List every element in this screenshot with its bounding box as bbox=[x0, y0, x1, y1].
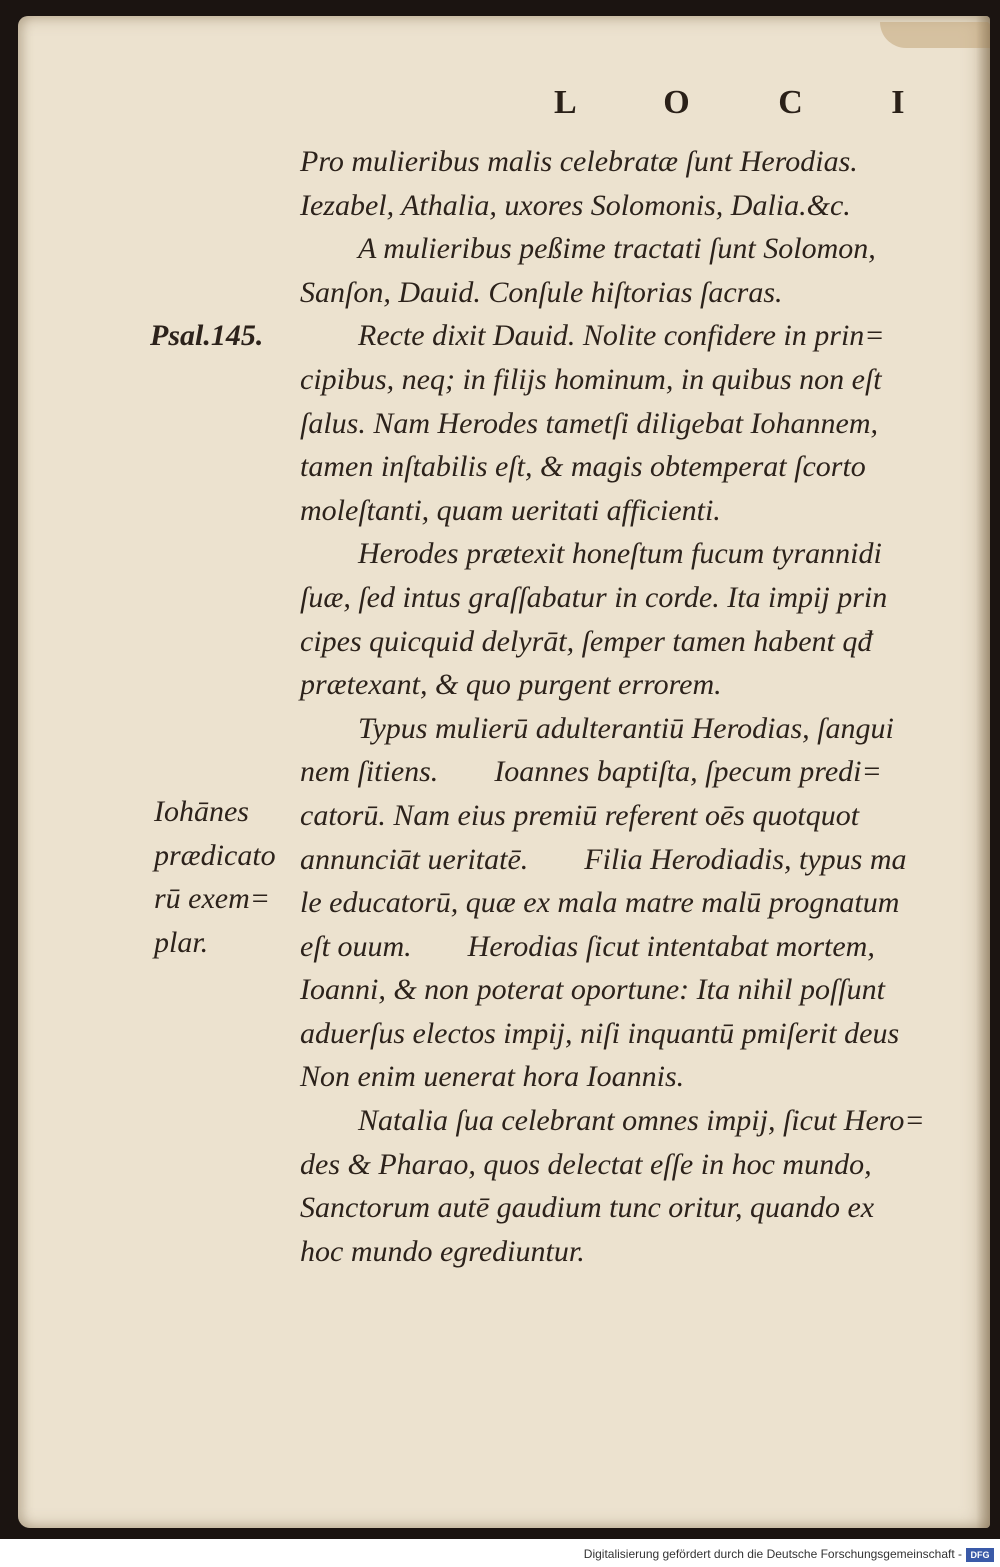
text-line: cipibus, neq; in filijs hominum, in quibus non eſt bbox=[300, 362, 882, 396]
page-stain bbox=[880, 22, 990, 48]
text-segment: Filia Herodiadis, typus ma bbox=[584, 842, 907, 876]
text-line bbox=[300, 838, 960, 882]
text-line bbox=[300, 750, 960, 794]
text-segment: Ioannes baptiſta, ſpecum predi= bbox=[494, 755, 882, 789]
text-line: Sanſon, Dauid. Conſule hiſtorias ſacras. bbox=[300, 275, 783, 309]
margin-note-line: Iohānes bbox=[154, 795, 249, 828]
text-segment: Herodias ſicut intentabat mortem, bbox=[467, 929, 875, 963]
text-line: Typus mulierū adulterantiū Herodias, ſangui bbox=[358, 711, 894, 745]
text-line: ſalus. Nam Herodes tametſi diligebat Iohannem, bbox=[300, 406, 878, 440]
text-line: ſuæ, ſed intus graſſabatur in corde. Ita impij prin bbox=[300, 580, 888, 614]
text-line: Iezabel, Athalia, uxores Solomonis, Dalia.&c. bbox=[300, 188, 851, 222]
text-line: catorū. Nam eius premiū referent oēs quotquot bbox=[300, 798, 860, 832]
footer-bar bbox=[0, 1539, 1000, 1567]
margin-psalm-reference: Psal.145. bbox=[150, 319, 264, 352]
text-line: le educatorū, quæ ex mala matre malū prognatum bbox=[300, 886, 900, 920]
page-edge-shadow bbox=[976, 16, 990, 1528]
dfg-logo-icon: DFG bbox=[966, 1548, 994, 1562]
text-segment: nem ſitiens. bbox=[300, 755, 439, 789]
text-line: moleſtanti, quam ueritati afficienti. bbox=[300, 493, 721, 527]
text-line: tamen inſtabilis eſt, & magis obtemperat ſcorto bbox=[300, 450, 866, 484]
text-line: Pro mulieribus malis celebratæ ſunt Herodias. bbox=[300, 145, 858, 178]
margin-note bbox=[154, 790, 304, 964]
text-line: cipes quicquid delyrāt, ſemper tamen habent qđ bbox=[300, 624, 873, 658]
book-page bbox=[18, 16, 990, 1528]
text-line: Recte dixit Dauid. Nolite confidere in prin= bbox=[358, 319, 885, 353]
text-line bbox=[300, 925, 960, 969]
text-line: Non enim uenerat hora Ioannis. bbox=[300, 1060, 685, 1094]
text-line: A mulieribus peßime tractati ſunt Solomon, bbox=[358, 232, 876, 266]
margin-note-line: plar. bbox=[154, 925, 209, 959]
text-line: Ioanni, & non poterat oportune: Ita nihil poſſunt bbox=[300, 973, 885, 1007]
text-line: Natalia ſua celebrant omnes impij, ſicut Hero= bbox=[358, 1104, 925, 1138]
text-line: Herodes prætexit honeſtum fucum tyrannidi bbox=[358, 537, 882, 571]
text-segment: annunciāt ueritatē. bbox=[300, 842, 529, 876]
text-segment: eſt ouum. bbox=[300, 929, 412, 963]
text-line: prætexant, & quo purgent errorem. bbox=[300, 668, 722, 702]
body-text bbox=[300, 140, 960, 1273]
running-heading: L O C I bbox=[554, 84, 945, 121]
margin-note-line: prædicato bbox=[154, 838, 276, 872]
text-line: aduerſus electos impij, niſi inquantū pmiſerit deus bbox=[300, 1016, 900, 1050]
text-line: hoc mundo egrediuntur. bbox=[300, 1234, 585, 1268]
footer-credit: Digitalisierung gefördert durch die Deutsche Forschungsgemeinschaft - bbox=[583, 1547, 962, 1561]
margin-note-line: rū exem= bbox=[154, 882, 271, 916]
text-line: Sanctorum autē gaudium tunc oritur, quando ex bbox=[300, 1191, 875, 1225]
text-line: des & Pharao, quos delectat eſſe in hoc mundo, bbox=[300, 1147, 872, 1181]
